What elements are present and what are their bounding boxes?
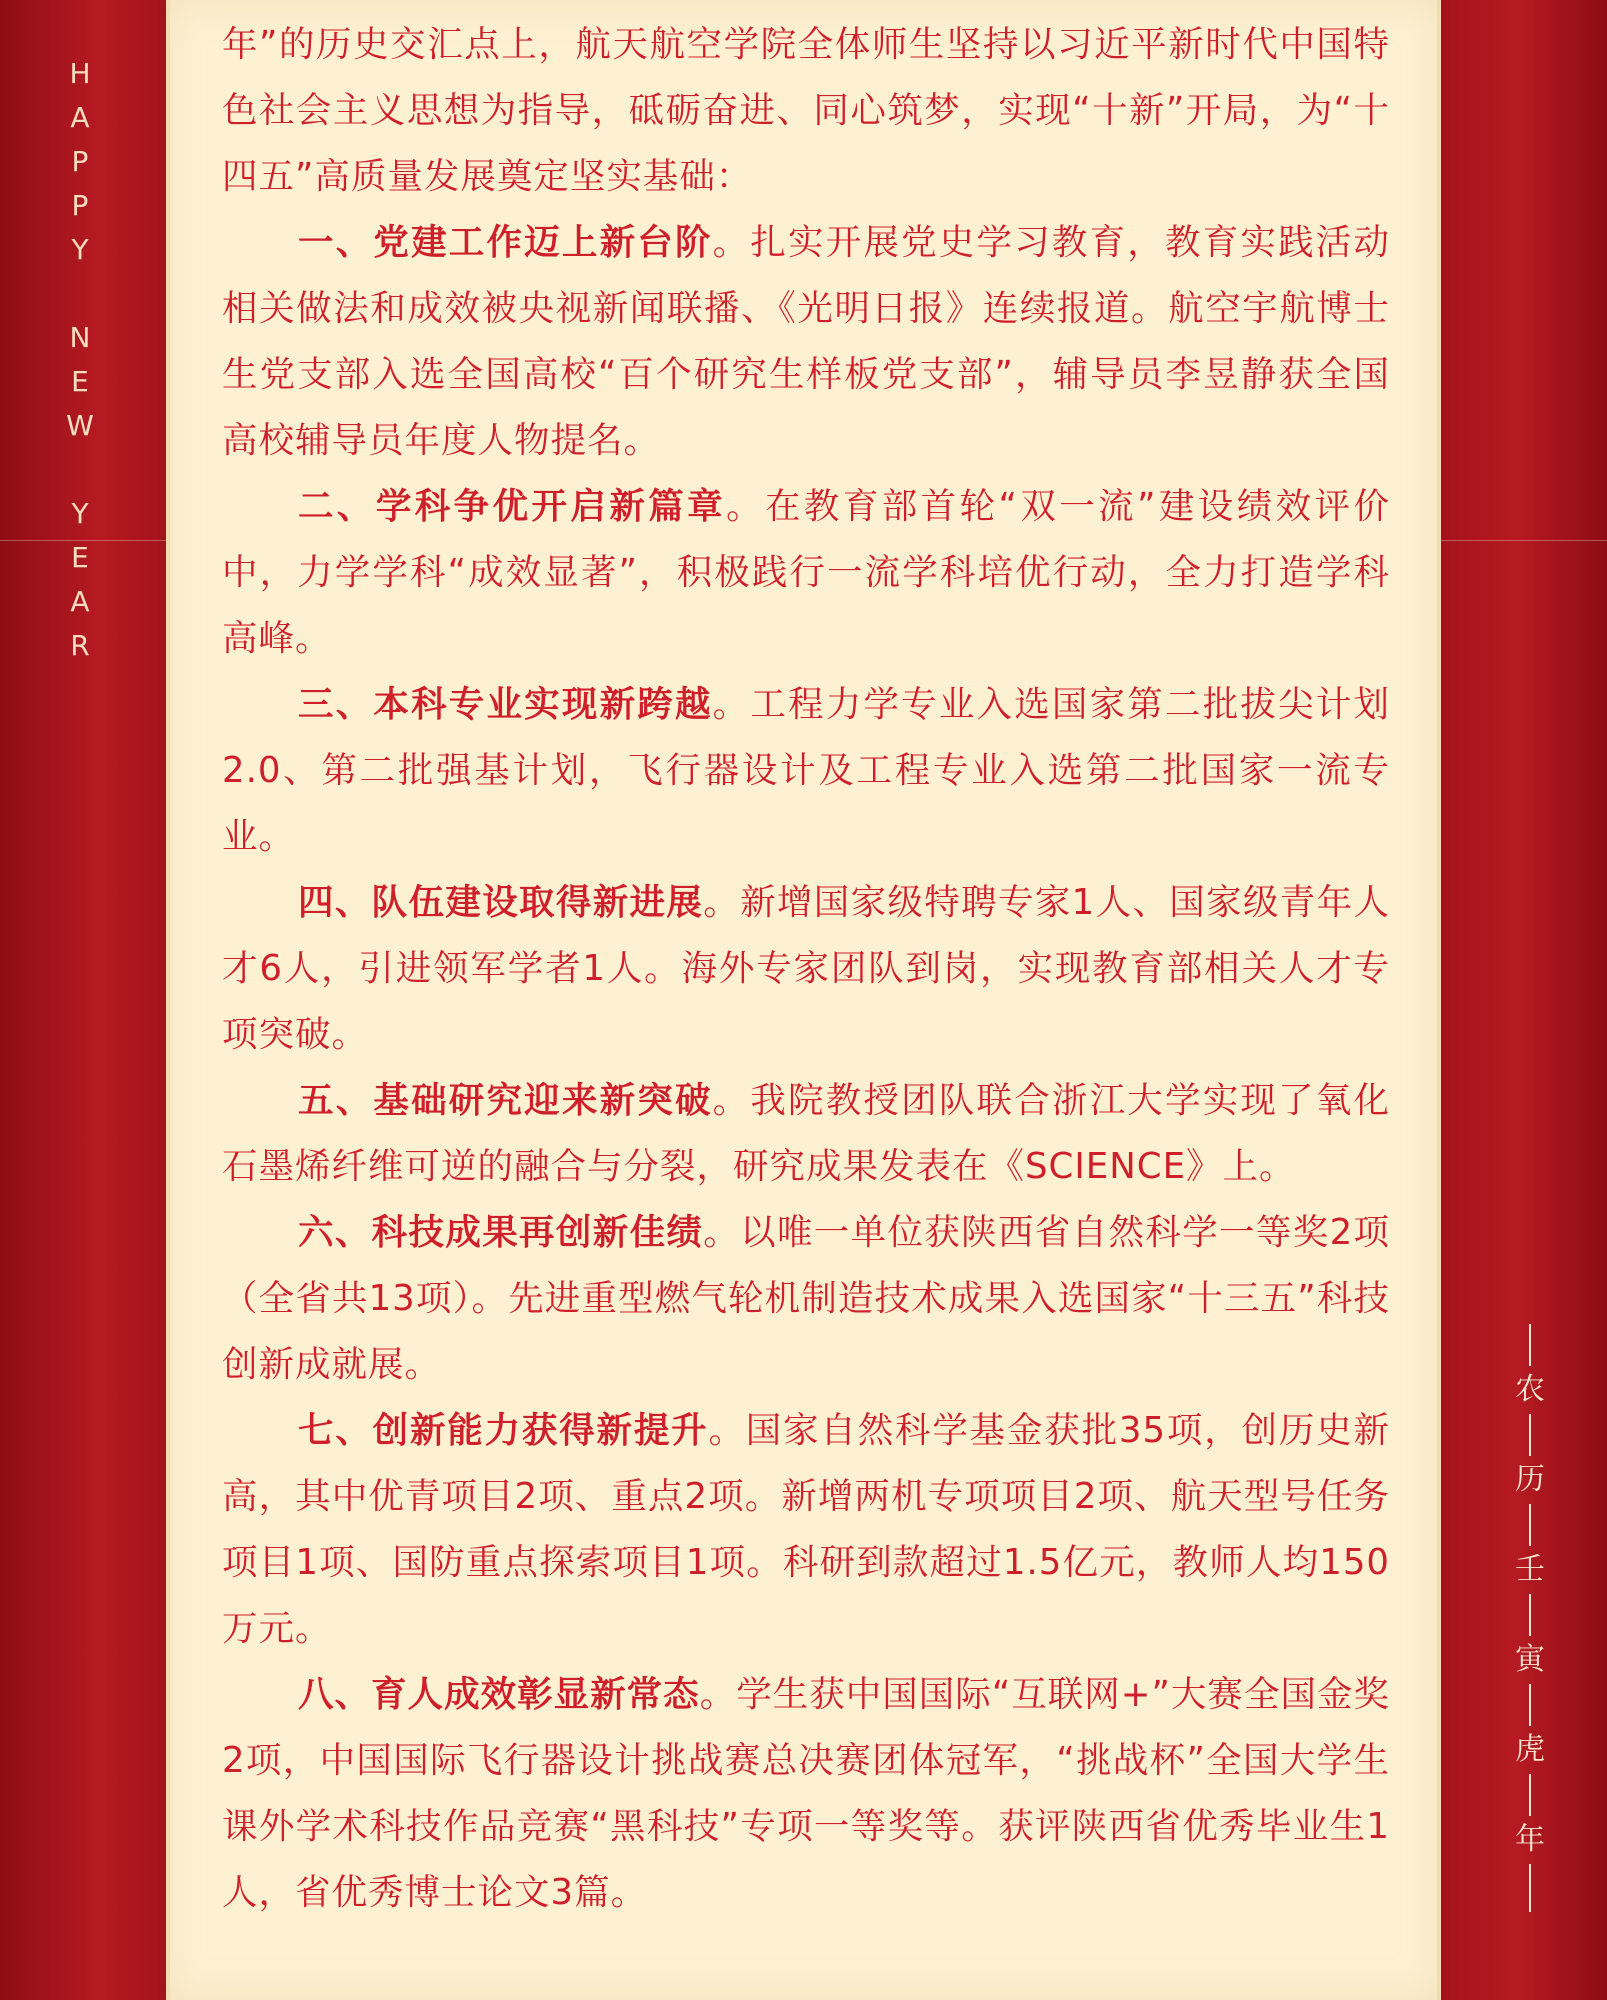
letter-gap <box>60 448 100 492</box>
lunar-char: 年 <box>1515 1822 1545 1857</box>
lunar-divider <box>1529 1864 1531 1912</box>
achievement-paragraph <box>222 1662 1390 1926</box>
letter: A <box>70 101 90 134</box>
letter: N <box>69 321 91 354</box>
letter: E <box>71 365 89 398</box>
achievement-heading: 四、队伍建设取得新进展 <box>298 882 704 923</box>
letter-gap <box>60 272 100 316</box>
lunar-char: 历 <box>1515 1462 1545 1497</box>
letter: P <box>71 145 89 178</box>
achievement-text: 。新增国家级特聘专家1人、国家级青年人才6人，引进领军学者1人。海外专家团队到岗，实现教育部相关人才专项突破。 <box>222 882 1390 1055</box>
achievement-text: 。以唯一单位获陕西省自然科学一等奖2项（全省共13项）。先进重型燃气轮机制造技术成果入选国家“十三五”科技创新成就展。 <box>222 1212 1390 1385</box>
achievement-paragraph <box>222 672 1390 870</box>
achievement-heading: 一、党建工作迈上新台阶 <box>298 222 713 263</box>
lunar-divider <box>1529 1774 1531 1816</box>
achievement-text: 。学生获中国国际“互联网+”大赛全国金奖2项，中国国际飞行器设计挑战赛总决赛团体冠军，“挑战杯”全国大学生课外学术科技作品竞赛“黑科技”专项一等奖等。获评陕西省优秀毕业生1人，省优秀博士论文3篇。 <box>222 1674 1390 1913</box>
lunar-year-vertical <box>1490 1318 1570 1918</box>
letter: Y <box>71 233 89 266</box>
lunar-divider <box>1529 1504 1531 1546</box>
lunar-char: 壬 <box>1515 1552 1545 1587</box>
achievement-heading: 七、创新能力获得新提升 <box>298 1410 709 1451</box>
achievement-paragraph <box>222 1398 1390 1662</box>
lunar-divider <box>1529 1324 1531 1366</box>
achievement-text: 。我院教授团队联合浙江大学实现了氧化石墨烯纤维可逆的融合与分裂，研究成果发表在《SCIENCE》上。 <box>222 1080 1390 1187</box>
achievement-heading: 五、基础研究迎来新突破 <box>298 1080 713 1121</box>
achievement-heading: 八、育人成效彰显新常态 <box>298 1674 700 1715</box>
letter: H <box>69 57 91 90</box>
happy-new-year-vertical <box>60 52 100 668</box>
letter: R <box>70 629 90 662</box>
achievement-text: 。工程力学专业入选国家第二批拔尖计划2.0、第二批强基计划，飞行器设计及工程专业入选第二批国家一流专业。 <box>222 684 1390 857</box>
achievement-text: 。国家自然科学基金获批35项，创历史新高，其中优青项目2项、重点2项。新增两机专项项目2项、航天型号任务项目1项、国防重点探索项目1项。科研到款超过1.5亿元，教师人均150万元。 <box>222 1410 1390 1649</box>
paper-edge-left <box>166 0 170 2000</box>
right-divider-line <box>1441 540 1607 541</box>
letter: E <box>71 541 89 574</box>
letter: W <box>66 409 94 442</box>
achievement-heading: 二、学科争优开启新篇章 <box>298 486 727 527</box>
achievement-paragraph <box>222 474 1390 672</box>
lunar-divider <box>1529 1414 1531 1456</box>
article-body <box>222 12 1390 1926</box>
achievement-text: 。在教育部首轮“双一流”建设绩效评价中，力学学科“成效显著”，积极践行一流学科培优行动，全力打造学科高峰。 <box>222 486 1390 659</box>
letter: P <box>71 189 89 222</box>
achievement-paragraph <box>222 1068 1390 1200</box>
lunar-divider <box>1529 1594 1531 1636</box>
achievement-text: 。扎实开展党史学习教育，教育实践活动相关做法和成效被央视新闻联播、《光明日报》连续报道。航空宇航博士生党支部入选全国高校“百个研究生样板党支部”，辅导员李昱静获全国高校辅导员年度人物提名。 <box>222 222 1390 461</box>
achievement-paragraph <box>222 1200 1390 1398</box>
letter: Y <box>71 497 89 530</box>
lunar-char: 农 <box>1515 1372 1545 1407</box>
paper-edge-right <box>1437 0 1441 2000</box>
achievement-paragraph <box>222 870 1390 1068</box>
achievement-heading: 三、本科专业实现新跨越 <box>298 684 713 725</box>
intro-paragraph: 年”的历史交汇点上，航天航空学院全体师生坚持以习近平新时代中国特色社会主义思想为指导，砥砺奋进、同心筑梦，实现“十新”开局，为“十四五”高质量发展奠定坚实基础： <box>222 24 1390 197</box>
lunar-divider <box>1529 1684 1531 1726</box>
lunar-char: 寅 <box>1515 1642 1545 1677</box>
lunar-char: 虎 <box>1515 1732 1545 1767</box>
letter: A <box>70 585 90 618</box>
achievement-paragraph <box>222 210 1390 474</box>
achievement-heading: 六、科技成果再创新佳绩 <box>298 1212 704 1253</box>
